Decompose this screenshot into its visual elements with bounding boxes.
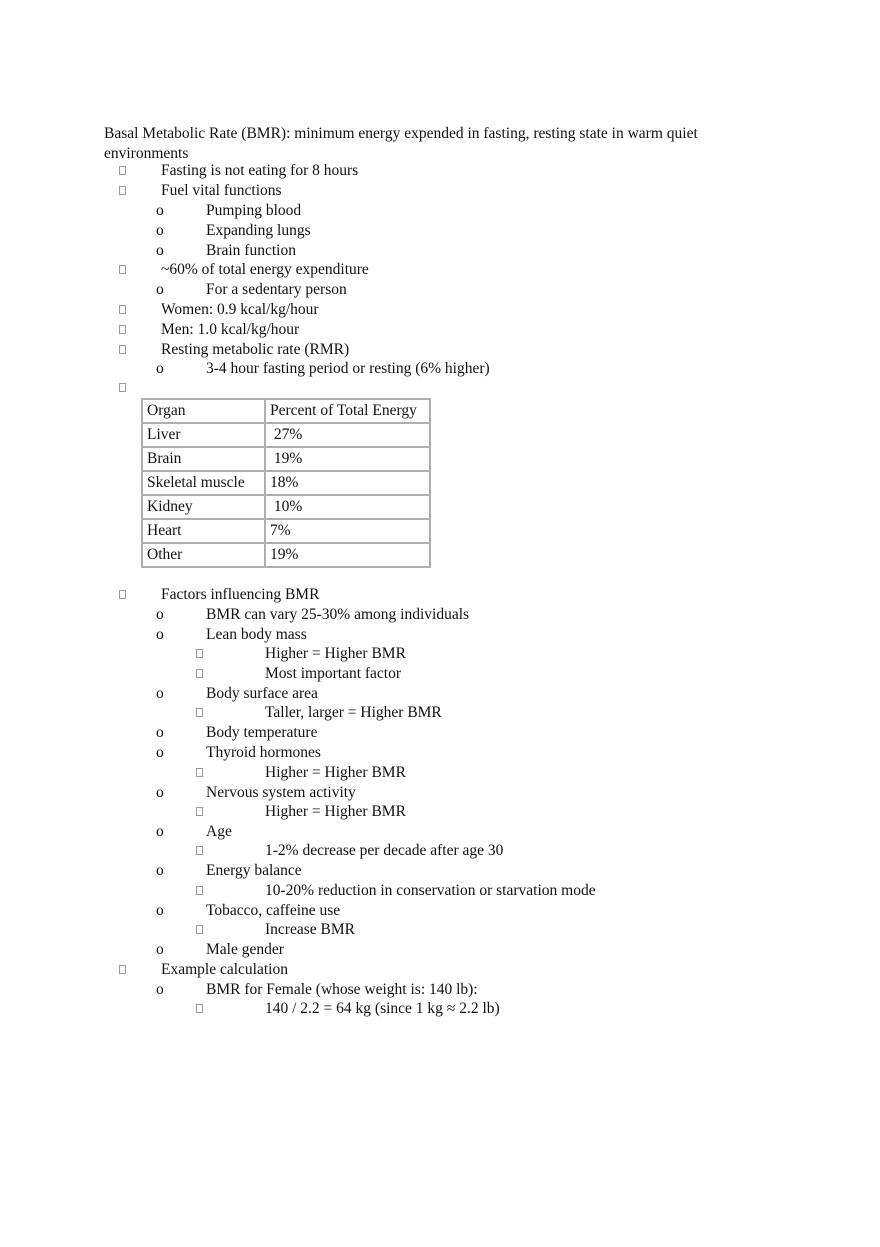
square-bullet-icon [119,166,126,175]
circle-bullet-icon: o [156,724,164,741]
table-cell: 10% [265,495,430,519]
table-cell: Kidney [142,495,265,519]
table-cell: Skeletal muscle [142,471,265,495]
list-item: o Energy balance [156,862,302,879]
table-row [142,447,430,471]
circle-bullet-icon: o [156,281,164,298]
circle-bullet-icon: o [156,981,164,998]
list-item: Resting metabolic rate (RMR) [0,340,880,360]
table-cell: 7% [265,519,430,543]
list-item: Higher = Higher BMR [0,802,880,822]
list-item: Higher = Higher BMR [0,644,880,664]
square-bullet-icon [119,965,126,974]
list-item: ~60% of total energy expenditure [0,260,880,280]
list-item: Men: 1.0 kcal/kg/hour [0,320,880,340]
list-item: o Thyroid hormones [156,744,321,761]
square-bullet-icon [119,345,126,354]
list-item: o For a sedentary person [156,281,347,298]
list-item: Fuel vital functions [0,181,880,201]
list-item: o BMR can vary 25-30% among individuals [156,606,470,623]
table-cell: Brain [142,447,265,471]
list-item: 140 / 2.2 = 64 kg (since 1 kg ≈ 2.2 lb) [0,999,880,1019]
list-item: o Male gender [156,941,284,958]
list-item: o Pumping blood [156,202,302,219]
table-cell: Other [142,543,265,567]
table-row [142,423,430,447]
list-item: Higher = Higher BMR [0,763,880,783]
square-bullet-icon [196,886,203,895]
circle-bullet-icon: o [156,626,164,643]
circle-bullet-icon: o [156,941,164,958]
square-bullet-icon [119,383,126,392]
circle-bullet-icon: o [156,242,164,259]
square-bullet-icon [196,846,203,855]
list-item: o BMR for Female (whose weight is: 140 lb): [156,981,478,998]
table-header-cell: Percent of Total Energy [265,399,430,423]
square-bullet-icon [119,325,126,334]
list-item: Women: 0.9 kcal/kg/hour [0,300,880,320]
square-bullet-icon [196,1004,203,1013]
list-item: Increase BMR [0,920,880,940]
table-cell: Liver [142,423,265,447]
table-row [142,471,430,495]
list-item: Taller, larger = Higher BMR [0,703,880,723]
table-row [142,495,430,519]
list-item: Most important factor [0,664,880,684]
square-bullet-icon [196,708,203,717]
square-bullet-icon [119,186,126,195]
table-cell: Heart [142,519,265,543]
table-row [142,543,430,567]
list-item: Factors influencing BMR [0,585,880,605]
list-item: o Expanding lungs [156,222,311,239]
list-item: Fasting is not eating for 8 hours [0,161,880,181]
list-item: o Nervous system activity [156,784,356,801]
list-item: o Age [156,823,232,840]
circle-bullet-icon: o [156,823,164,840]
table-header-cell: Organ [142,399,265,423]
square-bullet-icon [196,925,203,934]
intro-paragraph: Basal Metabolic Rate (BMR): minimum energy expended in fasting, resting state in warm quiet environments [104,125,698,162]
circle-bullet-icon: o [156,685,164,702]
table-cell: 27% [265,423,430,447]
square-bullet-icon [196,768,203,777]
list-item [0,378,880,398]
square-bullet-icon [196,807,203,816]
square-bullet-icon [196,669,203,678]
table-header-row [142,399,430,423]
list-item: o Tobacco, caffeine use [156,902,341,919]
circle-bullet-icon: o [156,202,164,219]
table-cell: 19% [265,543,430,567]
square-bullet-icon [196,649,203,658]
circle-bullet-icon: o [156,902,164,919]
table-cell: 18% [265,471,430,495]
circle-bullet-icon: o [156,784,164,801]
table-row [142,519,430,543]
list-item: 1-2% decrease per decade after age 30 [0,841,880,861]
circle-bullet-icon: o [156,222,164,239]
square-bullet-icon [119,305,126,314]
list-item: o Brain function [156,242,296,259]
circle-bullet-icon: o [156,606,164,623]
square-bullet-icon [119,265,126,274]
list-item: Example calculation [0,960,880,980]
circle-bullet-icon: o [156,744,164,761]
circle-bullet-icon: o [156,360,164,377]
circle-bullet-icon: o [156,862,164,879]
list-item: o 3-4 hour fasting period or resting (6% higher) [156,360,490,377]
list-item: o Body surface area [156,685,318,702]
organ-energy-table [141,398,431,568]
square-bullet-icon [119,590,126,599]
table-cell: 19% [265,447,430,471]
list-item: o Body temperature [156,724,318,741]
list-item: 10-20% reduction in conservation or starvation mode [0,881,880,901]
list-item: o Lean body mass [156,626,307,643]
